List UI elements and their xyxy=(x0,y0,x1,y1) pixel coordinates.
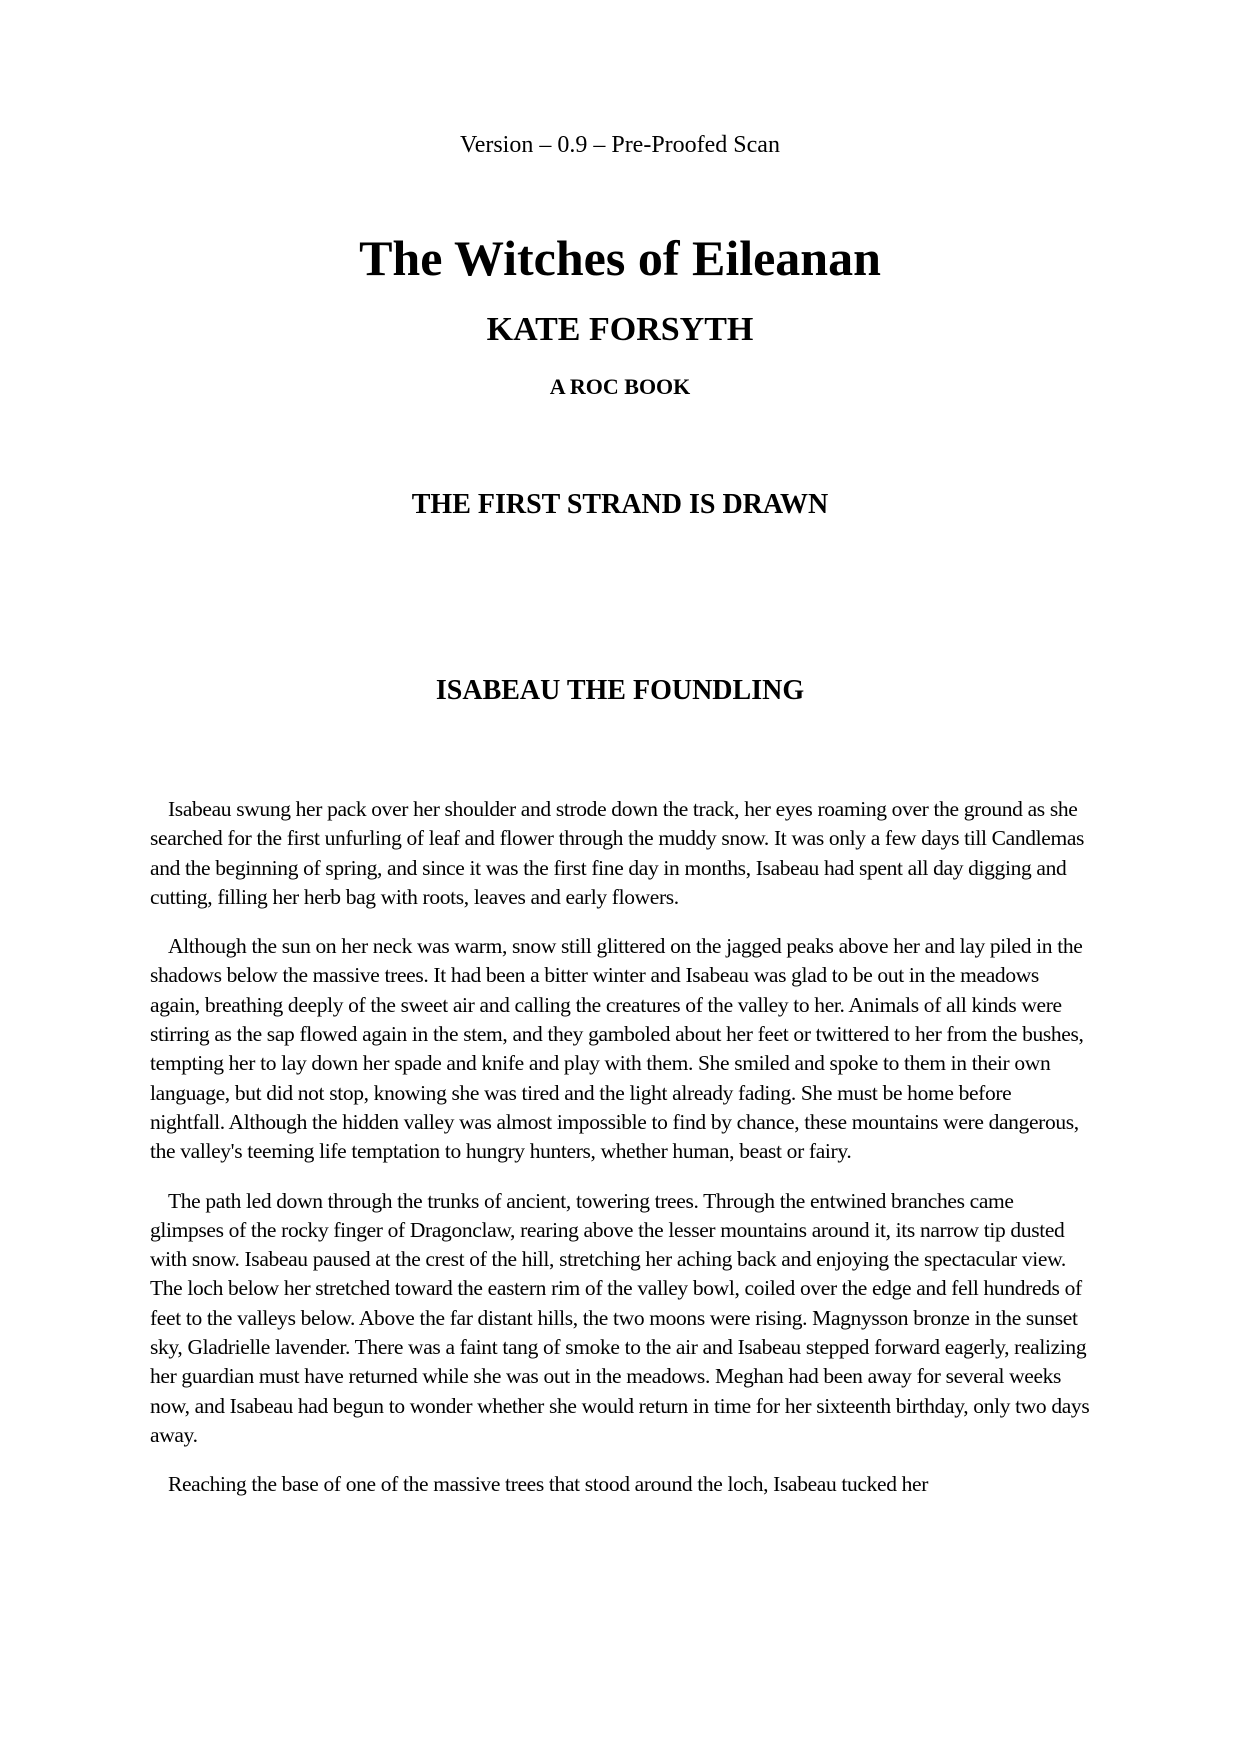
paragraph: Isabeau swung her pack over her shoulder and strode down the track, her eyes roaming over the ground as she searched for the first unfurling of leaf and flower through the muddy snow. It was only a few days till Candlemas and the beginning of spring, and since it was the first fine day in months, Isabeau had spent all day digging and cutting, filling her herb bag with roots, leaves and early flowers. xyxy=(150,797,1085,909)
book-title: The Witches of Eileanan xyxy=(359,230,881,286)
chapter-body xyxy=(150,795,1090,1520)
book-author: KATE FORSYTH xyxy=(486,311,754,348)
paragraph: The path led down through the trunks of ancient, towering trees. Through the entwined branches came glimpses of the rocky finger of Dragonclaw, rearing above the lesser mountains around it, its narrow tip dusted with snow. Isabeau paused at the crest of the hill, stretching her aching back and enjoying the spectacular view. The loch below her stretched toward the eastern rim of the valley bowl, coiled over the edge and fell hundreds of feet to the valleys below. Above the far distant hills, the two moons were rising. Magnysson bronze in the sunset sky, Gladrielle lavender. There was a faint tang of smoke to the air and Isabeau stepped forward eagerly, realizing her guardian must have returned while she was out in the meadows. Meghan had been away for several weeks now, and Isabeau had begun to wonder whether she would return in time for her sixteenth birthday, only two days away. xyxy=(150,1188,1090,1447)
book-publisher: A ROC BOOK xyxy=(549,374,691,399)
part-title: THE FIRST STRAND IS DRAWN xyxy=(411,489,829,520)
version-line: Version – 0.9 – Pre-Proofed Scan xyxy=(460,132,780,158)
paragraph: Reaching the base of one of the massive trees that stood around the loch, Isabeau tucked her xyxy=(168,1472,929,1497)
chapter-title: ISABEAU THE FOUNDLING xyxy=(435,675,805,706)
paragraph: Although the sun on her neck was warm, snow still glittered on the jagged peaks above her and lay piled in the shadows below the massive trees. It had been a bitter winter and Isabeau was glad to be out in the meadows again, breathing deeply of the sweet air and calling the creatures of the valley to her. Animals of all kinds were stirring as the sap flowed again in the stem, and they gamboled about her feet or twittered to her from the bushes, tempting her to lay down her spade and knife and play with them. She smiled and spoke to them in their own language, but did not stop, knowing she was tired and the light already fading. She must be home before nightfall. Although the hidden valley was almost impossible to find by chance, these mountains were dangerous, the valley's teeming life temptation to hungry hunters, whether human, beast or fairy. xyxy=(150,934,1084,1164)
